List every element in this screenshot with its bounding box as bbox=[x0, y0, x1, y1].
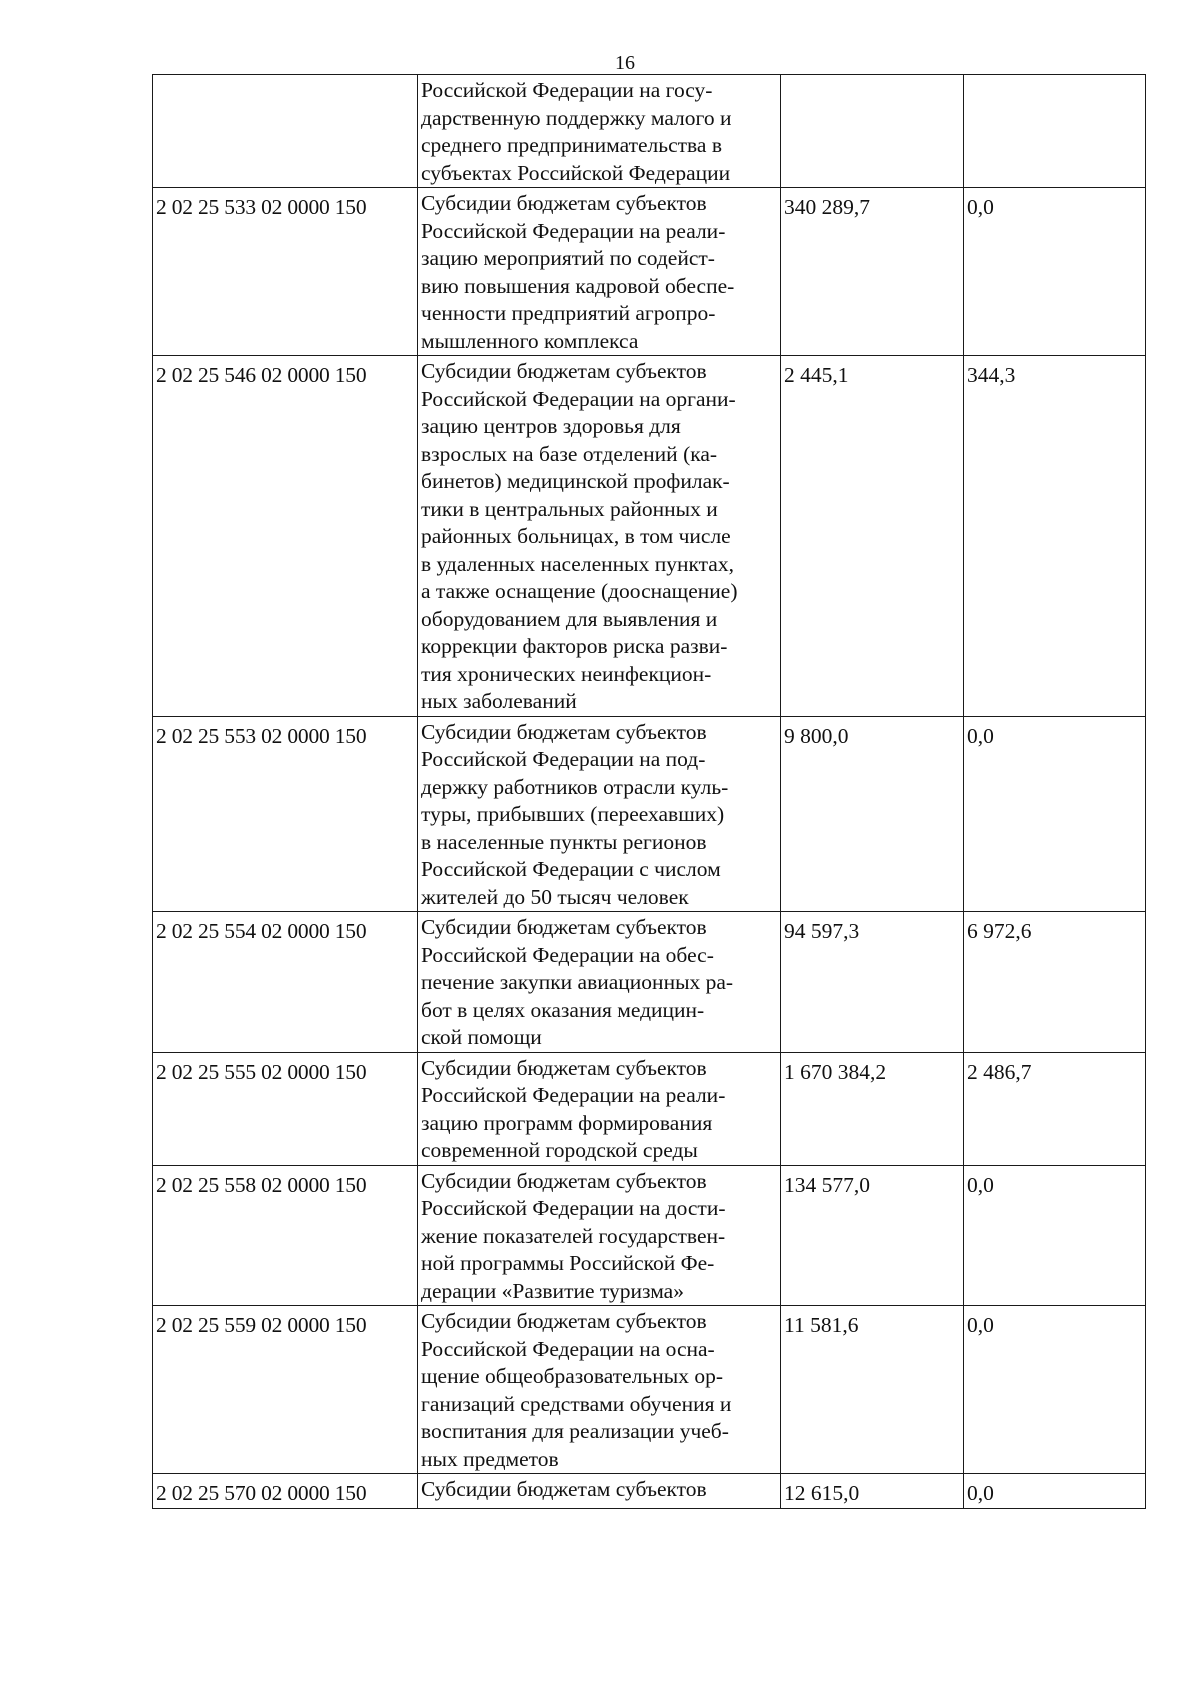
budget-code-cell: 2 02 25 570 02 0000 150 bbox=[153, 1474, 418, 1509]
description-cell: Субсидии бюджетам субъектов Российской Федерации на осна- щение общеобразовательных ор- ганизаций средствами обучения и воспитания для реализации учеб- ных предметов bbox=[418, 1306, 781, 1474]
value-2-cell: 0,0 bbox=[964, 716, 1146, 912]
description-cell: Субсидии бюджетам субъектов Российской Федерации на реали- зацию программ формирования современной городской среды bbox=[418, 1052, 781, 1165]
value-1-cell: 1 670 384,2 bbox=[781, 1052, 964, 1165]
description-cell: Субсидии бюджетам субъектов Российской Федерации на органи- зацию центров здоровья для взрослых на базе отделений (ка- бинетов) медицинской профилак- тики в центральных районных и районных больницах, в том числе в удаленных населенных пунктах, а также оснащение (дооснащение) оборудованием для выявления и коррекции факторов риска разви- тия хронических неинфекцион- ных заболеваний bbox=[418, 356, 781, 717]
budget-code-cell: 2 02 25 559 02 0000 150 bbox=[153, 1306, 418, 1474]
value-2-cell: 0,0 bbox=[964, 1474, 1146, 1509]
budget-code-cell: 2 02 25 553 02 0000 150 bbox=[153, 716, 418, 912]
description-cell: Субсидии бюджетам субъектов Российской Федерации на обес- печение закупки авиационных ра- бот в целях оказания медицин- ской помощи bbox=[418, 912, 781, 1053]
budget-code-cell: 2 02 25 554 02 0000 150 bbox=[153, 912, 418, 1053]
value-2-cell: 344,3 bbox=[964, 356, 1146, 717]
description-cell: Субсидии бюджетам субъектов Российской Федерации на дости- жение показателей государствен- ной программы Российской Фе- дерации «Развитие туризма» bbox=[418, 1165, 781, 1306]
table-row bbox=[153, 1474, 1146, 1509]
table-row bbox=[153, 75, 1146, 188]
value-2-cell: 0,0 bbox=[964, 1165, 1146, 1306]
budget-code-cell: 2 02 25 546 02 0000 150 bbox=[153, 356, 418, 717]
value-1-cell: 2 445,1 bbox=[781, 356, 964, 717]
value-1-cell: 12 615,0 bbox=[781, 1474, 964, 1509]
value-2-cell: 0,0 bbox=[964, 1306, 1146, 1474]
table-row bbox=[153, 716, 1146, 912]
budget-table bbox=[152, 74, 1146, 1509]
description-cell: Субсидии бюджетам субъектов bbox=[418, 1474, 781, 1509]
value-2-cell bbox=[964, 75, 1146, 188]
budget-code-cell: 2 02 25 555 02 0000 150 bbox=[153, 1052, 418, 1165]
value-1-cell bbox=[781, 75, 964, 188]
description-cell: Российской Федерации на госу- дарственную поддержку малого и среднего предпринимательства в субъектах Российской Федерации bbox=[418, 75, 781, 188]
description-cell: Субсидии бюджетам субъектов Российской Федерации на под- держку работников отрасли куль- туры, прибывших (переехавших) в населенные пункты регионов Российской Федерации с числом жителей до 50 тысяч человек bbox=[418, 716, 781, 912]
page-number: 16 bbox=[615, 52, 635, 74]
value-1-cell: 340 289,7 bbox=[781, 188, 964, 356]
table-row bbox=[153, 1052, 1146, 1165]
table-row bbox=[153, 912, 1146, 1053]
value-2-cell: 6 972,6 bbox=[964, 912, 1146, 1053]
value-1-cell: 11 581,6 bbox=[781, 1306, 964, 1474]
table-row bbox=[153, 356, 1146, 717]
description-cell: Субсидии бюджетам субъектов Российской Федерации на реали- зацию мероприятий по содейст- вию повышения кадровой обеспе- ченности предприятий агропро- мышленного комплекса bbox=[418, 188, 781, 356]
budget-code-cell: 2 02 25 533 02 0000 150 bbox=[153, 188, 418, 356]
value-1-cell: 94 597,3 bbox=[781, 912, 964, 1053]
table-row bbox=[153, 188, 1146, 356]
budget-code-cell: 2 02 25 558 02 0000 150 bbox=[153, 1165, 418, 1306]
value-2-cell: 0,0 bbox=[964, 188, 1146, 356]
value-2-cell: 2 486,7 bbox=[964, 1052, 1146, 1165]
table-row bbox=[153, 1306, 1146, 1474]
value-1-cell: 134 577,0 bbox=[781, 1165, 964, 1306]
value-1-cell: 9 800,0 bbox=[781, 716, 964, 912]
budget-code-cell bbox=[153, 75, 418, 188]
table-row bbox=[153, 1165, 1146, 1306]
